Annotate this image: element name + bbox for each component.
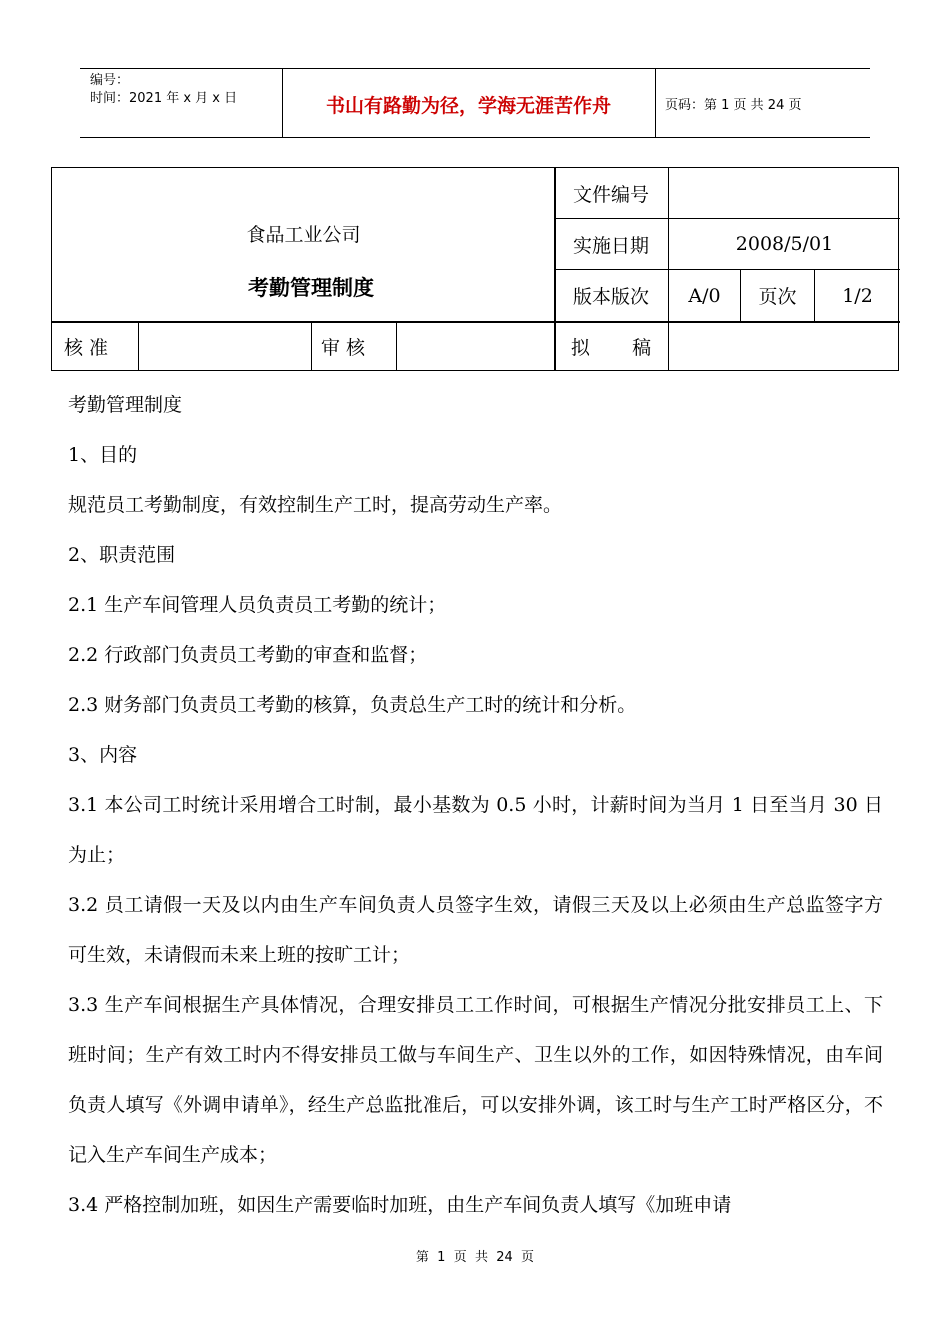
effective-date-value: 2008/5/01 (735, 233, 834, 255)
draft-label: 拟 稿 (570, 336, 652, 359)
document-time: 时间：2021 年 x 月 x 日 (90, 91, 238, 106)
section-3-3: 3.3 生产车间根据生产具体情况，合理安排员工工作时间，可根据生产情况分批安排员工上、下班时间；生产有效工时内不得安排员工做与车间生产、卫生以外的工作，如因特殊情况，由车间负责人填写《外调申请单》，经生产总监批准后，可以安排外调，该工时与生产工时严格区分，不记入生产车间生产成本； (68, 994, 883, 1166)
document-control-table (51, 167, 899, 371)
file-number-label: 文件编号 (572, 183, 649, 206)
section-2-title: 2、职责范围 (68, 544, 176, 566)
body-heading: 考勤管理制度 (68, 394, 183, 416)
page-footer (0, 1246, 950, 1265)
page-header (80, 68, 870, 138)
header-page-info: 页码：第 1 页 共 24 页 (665, 98, 802, 113)
file-number-value (669, 168, 900, 218)
footer-page-number: 第 1 页 共 24 页 (415, 1250, 535, 1265)
document-title: 考勤管理制度 (248, 276, 374, 300)
approve-label: 核 准 (64, 336, 109, 359)
section-3-title: 3、内容 (68, 744, 138, 766)
document-number-label: 编号： (90, 73, 130, 88)
page-value: 1/2 (842, 284, 873, 307)
version-value: A/0 (688, 284, 721, 307)
document-body (68, 380, 883, 1230)
table-line (52, 321, 900, 323)
table-line (138, 321, 139, 370)
section-2-2: 2.2 行政部门负责员工考勤的审查和监督； (68, 644, 428, 666)
header-motto: 书山有路勤为径，学海无涯苦作舟 (325, 95, 611, 117)
section-1-title: 1、目的 (68, 444, 138, 466)
section-2-3: 2.3 财务部门负责员工考勤的核算，负责总生产工时的统计和分析。 (68, 694, 637, 716)
section-3-2: 3.2 员工请假一天及以内由生产车间负责人员签字生效，请假三天及以上必须由生产总监签字方可生效，未请假而未来上班的按旷工计； (68, 894, 883, 966)
page-label: 页次 (758, 286, 797, 308)
section-3-1: 3.1 本公司工时统计采用增合工时制，最小基数为 0.5 小时，计薪时间为当月 1 日至当月 30 日为止； (68, 794, 883, 866)
header-left (90, 72, 237, 108)
effective-date-label: 实施日期 (572, 234, 649, 257)
version-label: 版本版次 (572, 286, 649, 308)
company-name: 食品工业公司 (246, 224, 361, 246)
header-divider (655, 69, 656, 137)
section-2-1: 2.1 生产车间管理人员负责员工考勤的统计； (68, 594, 447, 616)
review-label: 审 核 (321, 336, 366, 359)
section-1-text: 规范员工考勤制度，有效控制生产工时，提高劳动生产率。 (68, 494, 563, 516)
section-3-4: 3.4 严格控制加班，如因生产需要临时加班，由生产车间负责人填写《加班申请 (68, 1194, 732, 1216)
